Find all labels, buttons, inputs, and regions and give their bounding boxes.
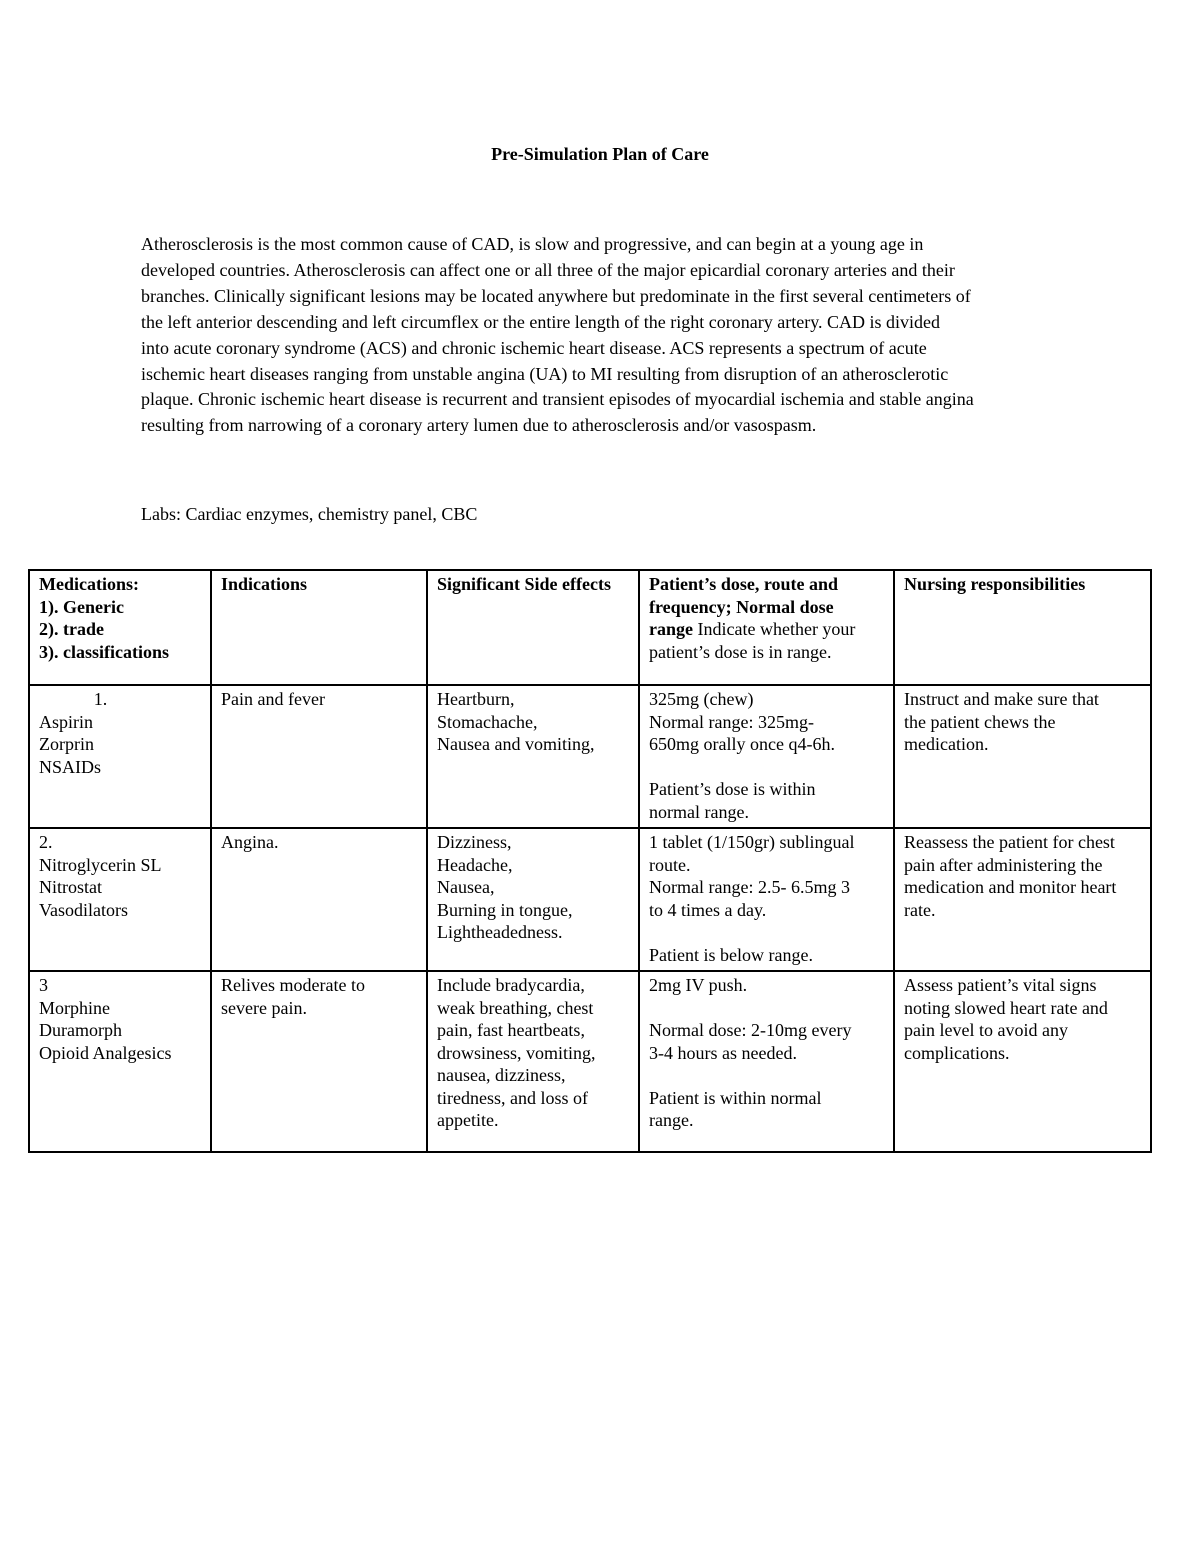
cell-line: 1 tablet (1/150gr) sublingual: [649, 832, 855, 852]
paragraph-line: plaque. Chronic ischemic heart disease is recurrent and transient episodes of myocardial ischemia and stable angina: [141, 389, 974, 410]
cell-line: Nitrostat: [39, 877, 102, 897]
labs-line: Labs: Cardiac enzymes, chemistry panel, CBC: [141, 504, 478, 524]
cell-line: Burning in tongue,: [437, 899, 573, 920]
cell-line: Angina.: [221, 832, 279, 852]
cell-line: Nausea and vomiting,: [437, 734, 595, 754]
paragraph-line: the left anterior descending and left circumflex or the entire length of the right coronary artery. CAD is divided: [141, 311, 941, 332]
cell-line: range.: [649, 1110, 694, 1130]
cell-side-effects: [427, 828, 639, 971]
cell-line: Assess patient’s vital signs: [904, 975, 1097, 995]
medication-table: [28, 569, 1152, 1153]
header-line: Patient’s dose, route and: [649, 574, 838, 594]
intro-paragraph: [141, 232, 1061, 439]
cell-line: Reassess the patient for chest: [904, 832, 1115, 852]
header-side-effects: [427, 570, 639, 685]
cell-line: Dizziness,: [437, 832, 512, 852]
header-line: Medications:: [39, 574, 139, 594]
cell-line: complications.: [904, 1042, 1010, 1063]
cell-line: Patient’s dose is within: [649, 779, 816, 799]
cell-line: Duramorph: [39, 1020, 122, 1040]
cell-line: Patient is below range.: [649, 944, 813, 965]
cell-line: tiredness, and loss of: [437, 1087, 588, 1108]
document-title: Pre-Simulation Plan of Care: [491, 144, 709, 164]
cell-dose: [639, 971, 894, 1152]
cell-line: appetite.: [437, 1110, 499, 1130]
table-row: [29, 828, 1151, 971]
row-number: 1.: [93, 689, 108, 709]
header-line: patient’s dose is in range.: [649, 641, 832, 662]
cell-line: Vasodilators: [39, 899, 128, 920]
paragraph-line: developed countries. Atherosclerosis can affect one or all three of the major epicardial coronary arteries and their: [141, 259, 955, 280]
header-line: Nursing responsibilities: [904, 574, 1086, 594]
cell-line: route.: [649, 854, 691, 875]
cell-line: Headache,: [437, 854, 513, 875]
cell-line: Heartburn,: [437, 689, 515, 709]
cell-line: 3-4 hours as needed.: [649, 1042, 797, 1063]
cell-line: Normal range: 2.5- 6.5mg 3: [649, 877, 850, 897]
cell-line: severe pain.: [221, 997, 307, 1018]
cell-line: Pain and fever: [221, 689, 325, 709]
cell-side-effects: [427, 685, 639, 828]
blank-line: [649, 921, 885, 944]
cell-line: drowsiness, vomiting,: [437, 1042, 596, 1063]
cell-nursing: [894, 685, 1151, 828]
header-range-word: range: [649, 619, 693, 639]
blank-line: [649, 1064, 885, 1087]
cell-medication: [29, 971, 211, 1152]
cell-nursing: [894, 828, 1151, 971]
paragraph-line: resulting from narrowing of a coronary artery lumen due to atherosclerosis and/or vasospasm.: [141, 415, 817, 436]
table-row: [29, 971, 1151, 1152]
cell-line: the patient chews the: [904, 711, 1056, 732]
cell-line: to 4 times a day.: [649, 899, 767, 920]
header-line: [649, 618, 885, 641]
cell-line: Morphine: [39, 997, 110, 1018]
cell-line: Nitroglycerin SL: [39, 854, 162, 875]
paragraph-line: into acute coronary syndrome (ACS) and chronic ischemic heart disease. ACS represents a spectrum of acute: [141, 337, 927, 358]
cell-line: normal range.: [649, 801, 749, 822]
cell-line: Patient is within normal: [649, 1087, 822, 1108]
header-medications: [29, 570, 211, 685]
cell-line: Zorprin: [39, 734, 94, 754]
header-indicate-text: Indicate whether your: [693, 619, 856, 639]
cell-line: NSAIDs: [39, 756, 102, 777]
cell-nursing: [894, 971, 1151, 1152]
cell-line: Normal range: 325mg-: [649, 711, 814, 732]
cell-line: pain level to avoid any: [904, 1020, 1068, 1040]
blank-line: [649, 997, 885, 1020]
cell-line: medication.: [904, 734, 989, 754]
cell-line: Stomachache,: [437, 711, 538, 732]
header-line: Significant Side effects: [437, 574, 611, 594]
paragraph-line: branches. Clinically significant lesions may be located anywhere but predominate in the first several centimeters of: [141, 285, 971, 306]
cell-line: 2mg IV push.: [649, 975, 748, 995]
header-line: frequency; Normal dose: [649, 596, 834, 617]
cell-line: pain, fast heartbeats,: [437, 1020, 585, 1040]
cell-line: medication and monitor heart: [904, 877, 1117, 897]
cell-line: noting slowed heart rate and: [904, 997, 1108, 1018]
cell-line: Lightheadedness.: [437, 922, 563, 942]
header-line: 1). Generic: [39, 596, 124, 617]
cell-line: rate.: [904, 899, 936, 920]
header-line: 2). trade: [39, 619, 104, 639]
header-nursing: [894, 570, 1151, 685]
cell-line: Relives moderate to: [221, 975, 365, 995]
table-header-row: [29, 570, 1151, 685]
cell-line: pain after administering the: [904, 854, 1103, 875]
cell-line: Aspirin: [39, 711, 93, 732]
table-row: [29, 685, 1151, 828]
row-number: 3: [39, 975, 48, 995]
paragraph-line: ischemic heart diseases ranging from unstable angina (UA) to MI resulting from disruption of an atherosclerotic: [141, 363, 949, 384]
cell-medication: [29, 685, 211, 828]
cell-line: 325mg (chew): [649, 689, 754, 709]
cell-line: Normal dose: 2-10mg every: [649, 1020, 852, 1040]
cell-line: Nausea,: [437, 877, 495, 897]
blank-line: [649, 756, 885, 779]
cell-side-effects: [427, 971, 639, 1152]
paragraph-line: Atherosclerosis is the most common cause of CAD, is slow and progressive, and can begin at a young age in: [141, 234, 924, 254]
cell-line: Opioid Analgesics: [39, 1042, 172, 1063]
header-dose: [639, 570, 894, 685]
header-line: Indications: [221, 574, 308, 594]
cell-indication: [211, 971, 427, 1152]
header-indications: [211, 570, 427, 685]
cell-line: weak breathing, chest: [437, 997, 594, 1018]
cell-line: 650mg orally once q4-6h.: [649, 734, 835, 754]
cell-line: Instruct and make sure that: [904, 689, 1099, 709]
cell-line: nausea, dizziness,: [437, 1065, 566, 1085]
header-line: 3). classifications: [39, 641, 169, 662]
cell-line: Include bradycardia,: [437, 975, 585, 995]
cell-dose: [639, 685, 894, 828]
cell-dose: [639, 828, 894, 971]
cell-indication: [211, 828, 427, 971]
row-number: 2.: [39, 832, 53, 852]
cell-indication: [211, 685, 427, 828]
cell-medication: [29, 828, 211, 971]
